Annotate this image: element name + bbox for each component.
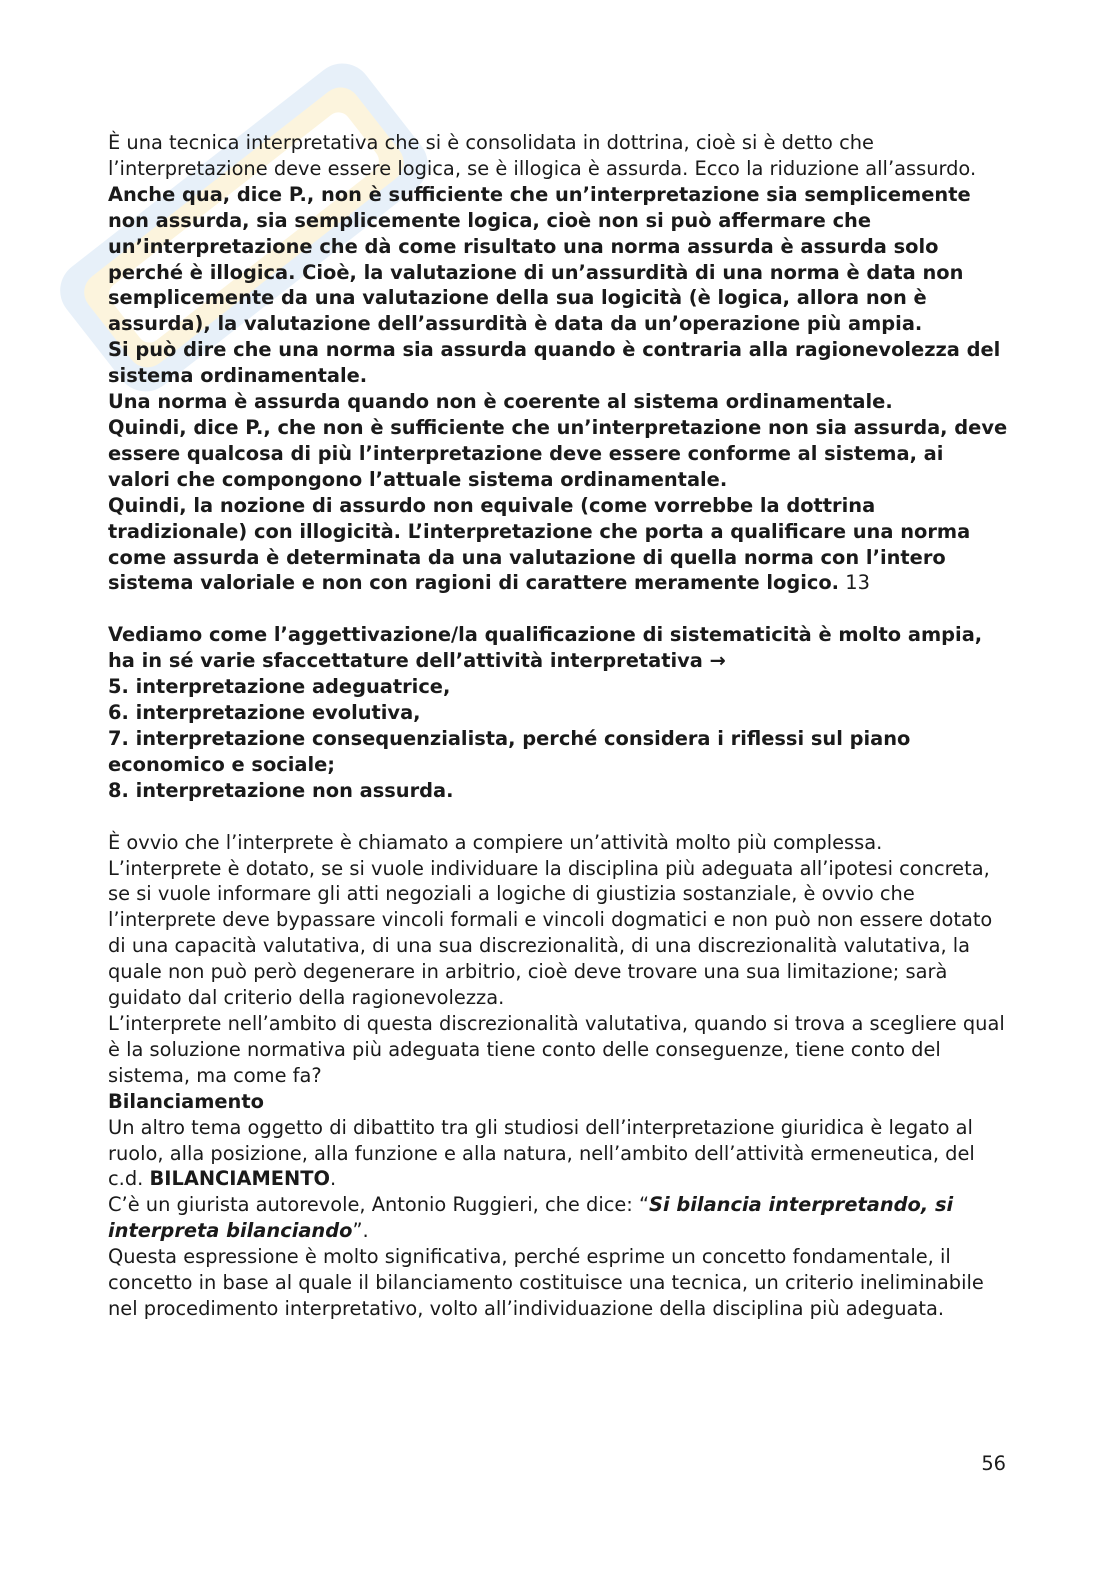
paragraph-balancing-debate bbox=[108, 1115, 1008, 1193]
paragraph-not-sufficient: Anche qua, dice P., non è sufficiente che un’interpretazione sia semplicemente non assurda, sia semplicemente logica, cioè non si può affermare che un’interpretazione che dà come risultato una norma assurda è assurda solo perché è illogica. Cioè, la valutazione di un’assurdità di una norma è data non semplicemente da una valutazione della sua logicità (è logica, allora non è assurda), la valutazione dell’assurdità è data da un’operazione più ampia. bbox=[108, 182, 971, 336]
balancing-term: BILANCIAMENTO bbox=[149, 1167, 330, 1191]
list-item: 8. interpretazione non assurda. bbox=[108, 778, 454, 802]
list-item: 5. interpretazione adeguatrice, bbox=[108, 675, 451, 699]
section-heading-bilanciamento: Bilanciamento bbox=[108, 1089, 264, 1113]
paragraph-reductio: È una tecnica interpretativa che si è consolidata in dottrina, cioè si è detto che l’interpretazione deve essere logica, se è illogica è assurda. Ecco la riduzione all’assurdo. bbox=[108, 131, 977, 180]
paragraph-evaluative-discretion: L’interprete nell’ambito di questa discrezionalità valutativa, quando si trova a scegliere qual è la soluzione normativa più adeguata tiene conto delle conseguenze, tiene conto del sistema, ma come fa? bbox=[108, 1012, 1005, 1087]
list-item: 7. interpretazione consequenzialista, perché considera i riflessi sul piano economico e sociale; bbox=[108, 726, 911, 776]
document-page bbox=[108, 130, 1008, 1322]
paragraph-conformity: Quindi, dice P., che non è sufficiente che un’interpretazione non sia assurda, deve essere qualcosa di più l’interpretazione deve essere conforme al sistema, ai valori che compongono l’attuale sistema ordinamentale. bbox=[108, 415, 1008, 491]
paragraph-notion-of-absurd bbox=[108, 493, 1008, 597]
paragraph-absurd-definition: Si può dire che una norma sia assurda quando è contraria alla ragionevolezza del sistema ordinamentale. bbox=[108, 338, 1001, 388]
balancing-end: . bbox=[330, 1167, 337, 1191]
paragraph-ruggieri-quote bbox=[108, 1192, 1008, 1244]
paragraph-systematicity: Vediamo come l’aggettivazione/la qualificazione di sistematicità è molto ampia, ha in sé varie sfaccettature dell’attività interpretativa → bbox=[108, 623, 983, 673]
page-number: 56 bbox=[981, 1452, 1006, 1475]
list-item: 6. interpretazione evolutiva, bbox=[108, 701, 421, 725]
quote-end: ”. bbox=[352, 1219, 369, 1243]
paragraph-absurd-coherence: Una norma è assurda quando non è coerente al sistema ordinamentale. bbox=[108, 390, 893, 414]
footnote-ref: 13 bbox=[839, 571, 870, 595]
quote-intro: C’è un giurista autorevole, Antonio Ruggieri, che dice: “ bbox=[108, 1193, 650, 1217]
paragraph-interpreter-discretion: L’interprete è dotato, se si vuole individuare la disciplina più adeguata all’ipotesi concreta, se si vuole informare gli atti negoziali a logiche di giustizia sostanziale, è ovvio che l’interprete deve bypassare vincoli formali e vincoli dogmatici e non può non essere dotato di una capacità valutativa, di una sua discrezionalità, di una discrezionalità valutativa, la quale non può però degenerare in arbitrio, cioè deve trovare una sua limitazione; sarà guidato dal criterio della ragionevolezza. bbox=[108, 856, 993, 1010]
quote-text: Si bilancia interpretando, si interpreta bilanciando bbox=[108, 1193, 954, 1243]
paragraph-complex-activity: È ovvio che l’interprete è chiamato a compiere un’attività molto più complessa. bbox=[108, 830, 883, 854]
paragraph-expression-significance: Questa espressione è molto significativa, perché esprime un concetto fondamentale, il concetto in base al quale il bilanciamento costituisce una tecnica, un criterio ineliminabile nel procedimento interpretativo, volto all’individuazione della disciplina più adeguata. bbox=[108, 1245, 984, 1320]
notion-text: Quindi, la nozione di assurdo non equivale (come vorrebbe la dottrina tradizionale) con illogicità. L’interpretazione che porta a qualificare una norma come assurda è determinata da una valutazione di quella norma con l’intero sistema valoriale e non con ragioni di carattere meramente logico. bbox=[108, 493, 971, 595]
balancing-text: Un altro tema oggetto di dibattito tra gli studiosi dell’interpretazione giuridica è legato al ruolo, alla posizione, alla funzione e alla natura, nell’ambito dell’attività ermeneutica, del c.d. bbox=[108, 1115, 975, 1191]
